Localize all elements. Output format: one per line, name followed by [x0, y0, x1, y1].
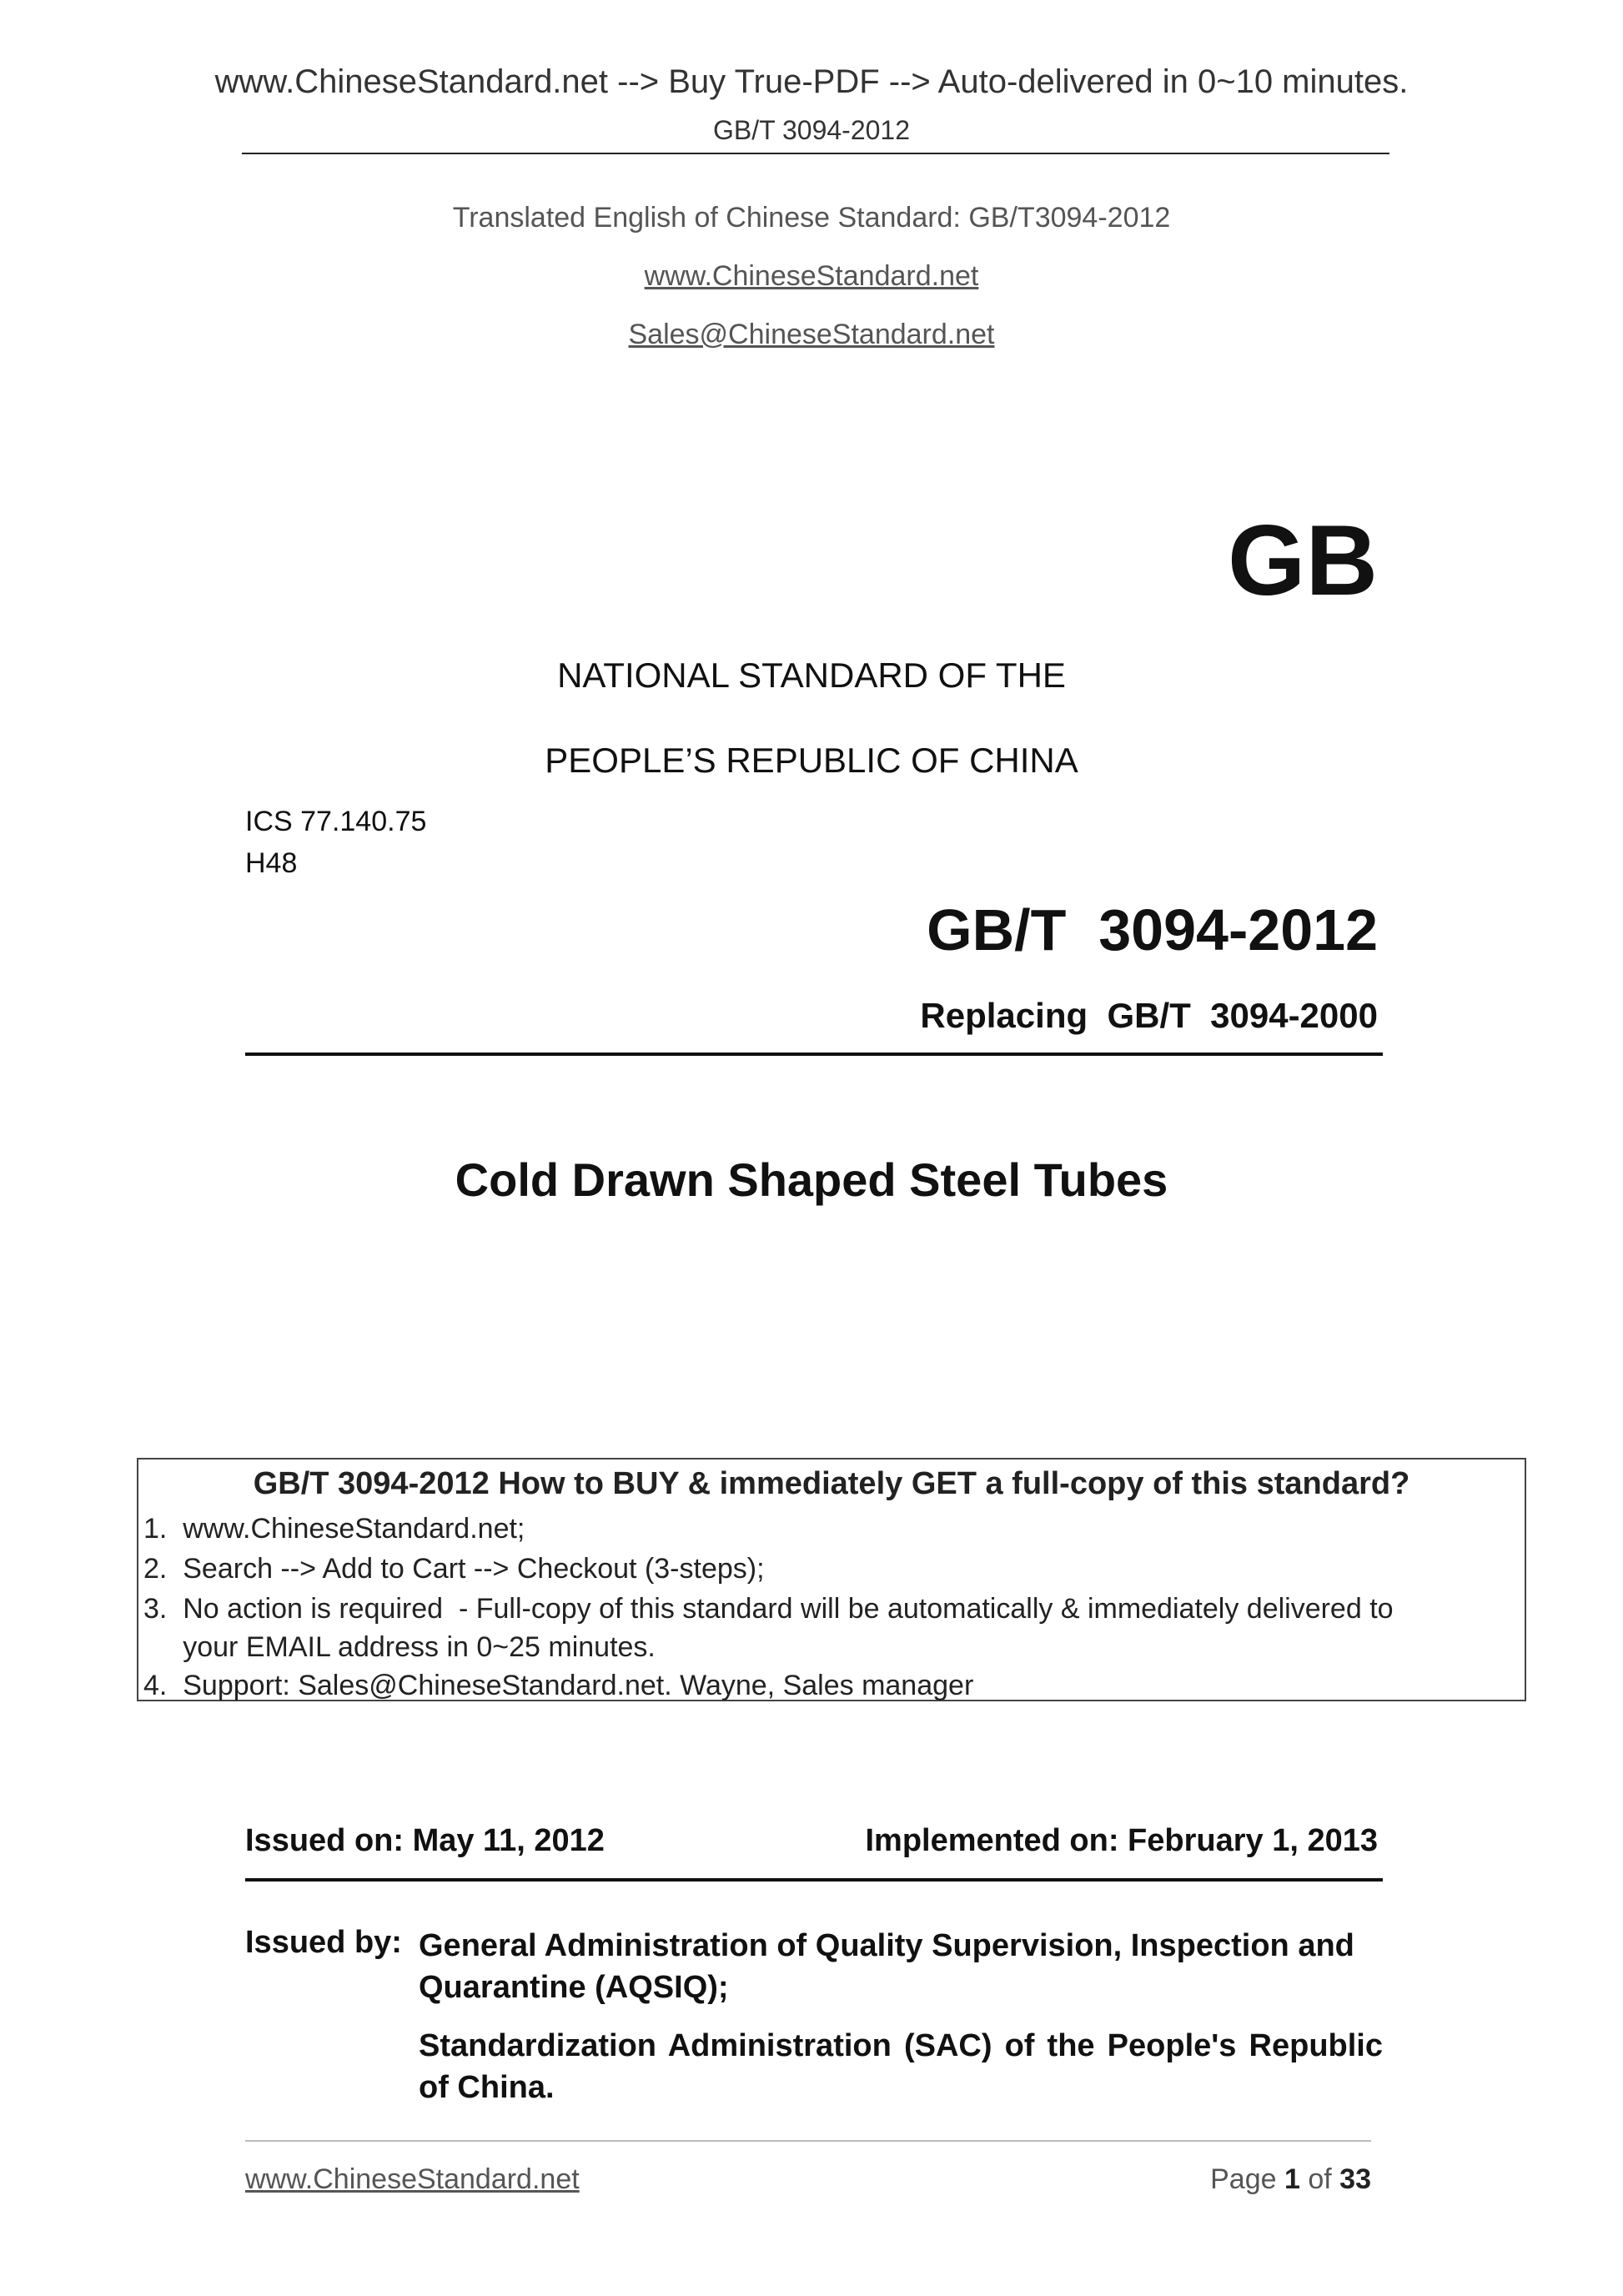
document-title: Cold Drawn Shaped Steel Tubes — [455, 1153, 1168, 1206]
buy-step-1: 1. www.ChineseStandard.net; — [143, 1513, 525, 1545]
implemented-on-date: Implemented on: February 1, 2013 — [865, 1823, 1378, 1858]
page-prefix: Page — [1210, 2163, 1277, 2195]
translated-line: Translated English of Chinese Standard: GB/T3094-2012 — [452, 202, 1171, 234]
footer-divider — [245, 2140, 1371, 2142]
top-banner: www.ChineseStandard.net --> Buy True-PDF --> Auto-delivered in 0~10 minutes. — [214, 63, 1409, 100]
page-indicator — [1210, 2163, 1371, 2196]
header-divider — [242, 153, 1389, 154]
standard-number: GB/T 3094-2012 — [927, 897, 1378, 962]
site-link[interactable]: www.ChineseStandard.net — [644, 260, 979, 292]
ics-code: ICS 77.140.75 — [245, 806, 427, 837]
gb-mark: GB — [1228, 505, 1378, 616]
national-standard-line-2: PEOPLE’S REPUBLIC OF CHINA — [545, 741, 1078, 780]
title-divider — [245, 1053, 1383, 1056]
page-number: 1 — [1284, 2163, 1300, 2195]
buy-step-3: 3. No action is required - Full-copy of this standard will be automatically & immediately delivered to — [143, 1593, 1394, 1625]
issuer-aqsiq: General Administration of Quality Supervision, Inspection and Quarantine (AQSIQ); — [419, 1928, 1354, 2005]
replacing-standard: Replacing GB/T 3094-2000 — [920, 996, 1378, 1035]
issue-divider — [245, 1878, 1383, 1882]
page-of: of — [1308, 2163, 1332, 2195]
header-standard-code: GB/T 3094-2012 — [712, 115, 910, 145]
buy-instructions-box — [137, 1458, 1526, 1701]
buy-step-3-continued: your EMAIL address in 0~25 minutes. — [143, 1631, 656, 1663]
buy-step-4: 4. Support: Sales@ChineseStandard.net. Wayne, Sales manager — [143, 1670, 974, 1701]
ccs-code: H48 — [245, 847, 298, 879]
issued-by-label: Issued by: — [245, 1925, 402, 1960]
issuer-sac: Standardization Administration (SAC) of the People's Republic of China. — [419, 2028, 1383, 2105]
page-total: 33 — [1339, 2163, 1371, 2195]
issued-on-date: Issued on: May 11, 2012 — [245, 1823, 605, 1858]
buy-box-heading: GB/T 3094-2012 How to BUY & immediately GET a full-copy of this standard? — [253, 1466, 1410, 1501]
national-standard-line-1: NATIONAL STANDARD OF THE — [557, 656, 1066, 695]
sales-email-link[interactable]: Sales@ChineseStandard.net — [628, 319, 995, 350]
buy-step-2: 2. Search --> Add to Cart --> Checkout (3-steps); — [143, 1553, 765, 1585]
footer-site-link[interactable]: www.ChineseStandard.net — [245, 2163, 580, 2195]
